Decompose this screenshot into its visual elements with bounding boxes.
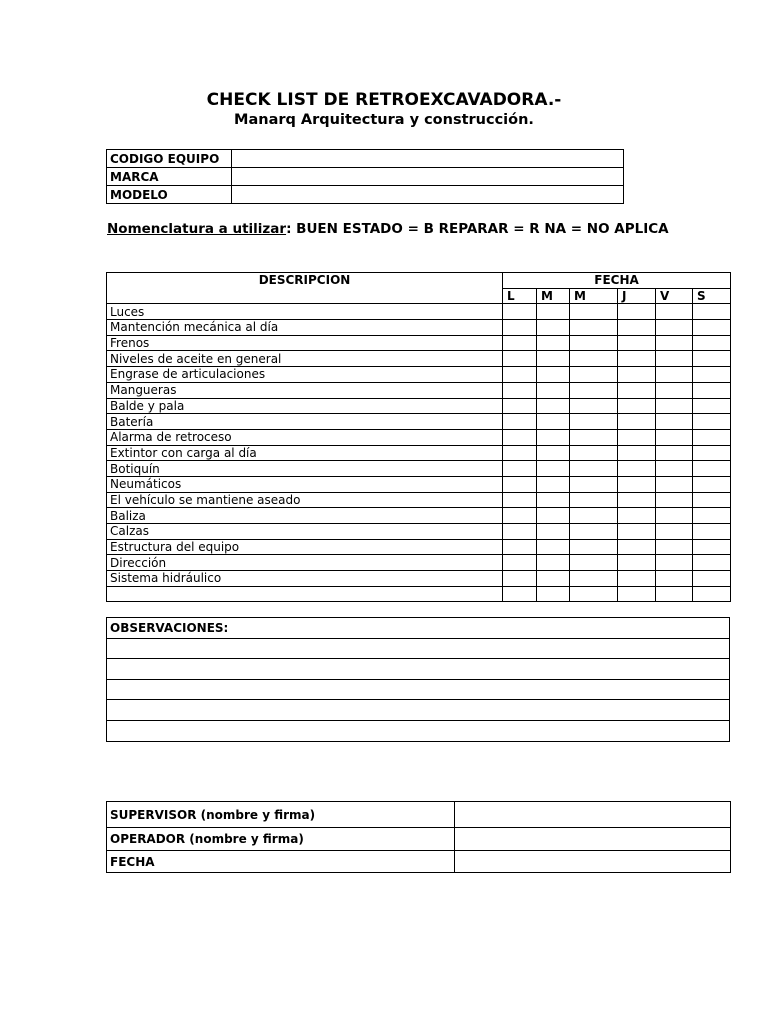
check-cell-s[interactable] [693,586,731,602]
check-cell-m1[interactable] [537,461,570,477]
check-cell-v[interactable] [656,539,693,555]
checklist-item-label: Mangueras [107,382,503,398]
checklist-row [107,524,731,540]
checklist-row [107,414,731,430]
check-cell-l[interactable] [503,461,537,477]
check-cell-m2[interactable] [570,508,618,524]
observations-line [107,679,730,700]
checklist-item-label: Luces [107,304,503,320]
check-cell-s[interactable] [693,335,731,351]
check-cell-v[interactable] [656,508,693,524]
check-cell-s[interactable] [693,304,731,320]
description-header: DESCRIPCION [107,273,503,304]
check-cell-l[interactable] [503,524,537,540]
check-cell-s[interactable] [693,571,731,587]
check-cell-m1[interactable] [537,586,570,602]
checklist-item-label: Calzas [107,524,503,540]
check-cell-s[interactable] [693,492,731,508]
check-cell-s[interactable] [693,382,731,398]
check-cell-m2[interactable] [570,445,618,461]
check-cell-s[interactable] [693,398,731,414]
checklist-row [107,335,731,351]
check-cell-s[interactable] [693,524,731,540]
check-cell-j[interactable] [618,304,656,320]
check-cell-j[interactable] [618,524,656,540]
check-cell-j[interactable] [618,398,656,414]
check-cell-v[interactable] [656,414,693,430]
check-cell-l[interactable] [503,398,537,414]
check-cell-m2[interactable] [570,351,618,367]
check-cell-v[interactable] [656,367,693,383]
check-cell-l[interactable] [503,571,537,587]
check-cell-s[interactable] [693,555,731,571]
operador-row [107,828,731,851]
checklist-item-label: Frenos [107,335,503,351]
check-cell-l[interactable] [503,539,537,555]
observations-line-field[interactable] [107,659,730,680]
check-cell-j[interactable] [618,508,656,524]
check-cell-l[interactable] [503,445,537,461]
day-header-m1: M [537,288,570,304]
checklist-row [107,571,731,587]
check-cell-m2[interactable] [570,382,618,398]
check-cell-l[interactable] [503,492,537,508]
fecha-row [107,851,731,873]
check-cell-m2[interactable] [570,367,618,383]
check-cell-j[interactable] [618,320,656,336]
check-cell-j[interactable] [618,335,656,351]
check-cell-v[interactable] [656,335,693,351]
operador-label: OPERADOR (nombre y firma) [107,828,455,851]
check-cell-m2[interactable] [570,524,618,540]
checklist-row [107,304,731,320]
check-cell-j[interactable] [618,476,656,492]
check-cell-l[interactable] [503,351,537,367]
checklist-row [107,351,731,367]
check-cell-m1[interactable] [537,382,570,398]
fecha-field[interactable] [455,851,731,873]
check-cell-j[interactable] [618,414,656,430]
checklist-row [107,382,731,398]
check-cell-m1[interactable] [537,476,570,492]
day-header-s: S [693,288,731,304]
nomenclature-text: : BUEN ESTADO = B REPARAR = R NA = NO APLICA [286,221,669,237]
check-cell-s[interactable] [693,461,731,477]
checklist-item-label: Alarma de retroceso [107,429,503,445]
checklist-row [107,445,731,461]
check-cell-s[interactable] [693,445,731,461]
check-cell-m1[interactable] [537,304,570,320]
check-cell-m1[interactable] [537,555,570,571]
marca-field[interactable] [232,168,624,186]
checklist-item-label: Batería [107,414,503,430]
observations-line [107,638,730,659]
document-subtitle: Manarq Arquitectura y construcción. [234,112,534,128]
check-cell-j[interactable] [618,539,656,555]
checklist-row [107,539,731,555]
marca-label: MARCA [107,168,232,186]
check-cell-m2[interactable] [570,429,618,445]
checklist-item-label: Neumáticos [107,476,503,492]
check-cell-v[interactable] [656,445,693,461]
observations-table [106,617,730,742]
check-cell-m1[interactable] [537,398,570,414]
checklist-row [107,398,731,414]
day-header-v: V [656,288,693,304]
check-cell-m1[interactable] [537,351,570,367]
equipment-row-codigo [107,150,624,168]
check-cell-s[interactable] [693,429,731,445]
observations-line [107,700,730,721]
check-cell-m1[interactable] [537,508,570,524]
supervisor-row [107,802,731,828]
check-cell-j[interactable] [618,382,656,398]
date-header: FECHA [503,273,731,289]
check-cell-m2[interactable] [570,492,618,508]
checklist-row [107,555,731,571]
checklist-row [107,476,731,492]
checklist-item-label: Niveles de aceite en general [107,351,503,367]
check-cell-l[interactable] [503,320,537,336]
supervisor-label: SUPERVISOR (nombre y firma) [107,802,455,828]
check-cell-m2[interactable] [570,320,618,336]
equipment-table [106,149,624,204]
check-cell-m2[interactable] [570,476,618,492]
codigo-equipo-label: CODIGO EQUIPO [107,150,232,168]
observations-line-field[interactable] [107,700,730,721]
observations-line-field[interactable] [107,679,730,700]
observations-line-field[interactable] [107,638,730,659]
fecha-label: FECHA [107,851,455,873]
checklist-row [107,586,731,602]
check-cell-m2[interactable] [570,586,618,602]
checklist-item-label: Botiquín [107,461,503,477]
check-cell-m2[interactable] [570,414,618,430]
check-cell-m1[interactable] [537,367,570,383]
observations-label: OBSERVACIONES: [107,618,730,639]
check-cell-v[interactable] [656,492,693,508]
observations-header-row [107,618,730,639]
check-cell-v[interactable] [656,461,693,477]
check-cell-j[interactable] [618,555,656,571]
check-cell-s[interactable] [693,508,731,524]
check-cell-v[interactable] [656,398,693,414]
check-cell-m1[interactable] [537,335,570,351]
check-cell-s[interactable] [693,539,731,555]
checklist-row [107,429,731,445]
checklist-item-label: Extintor con carga al día [107,445,503,461]
checklist-item-label: Estructura del equipo [107,539,503,555]
observations-line [107,720,730,741]
check-cell-v[interactable] [656,320,693,336]
checklist-row [107,367,731,383]
day-header-j: J [618,288,656,304]
check-cell-j[interactable] [618,367,656,383]
check-cell-v[interactable] [656,476,693,492]
equipment-row-marca [107,168,624,186]
check-cell-l[interactable] [503,335,537,351]
checklist-item-label [107,586,503,602]
check-cell-j[interactable] [618,571,656,587]
checklist-row [107,508,731,524]
day-header-m2: M [570,288,618,304]
check-cell-v[interactable] [656,571,693,587]
check-cell-l[interactable] [503,367,537,383]
check-cell-m2[interactable] [570,539,618,555]
check-cell-m1[interactable] [537,571,570,587]
checklist-row [107,320,731,336]
check-cell-j[interactable] [618,492,656,508]
check-cell-m2[interactable] [570,335,618,351]
check-cell-s[interactable] [693,367,731,383]
check-cell-l[interactable] [503,586,537,602]
modelo-label: MODELO [107,186,232,204]
check-cell-j[interactable] [618,351,656,367]
observations-line-field[interactable] [107,720,730,741]
day-header-l: L [503,288,537,304]
check-cell-j[interactable] [618,586,656,602]
check-cell-v[interactable] [656,382,693,398]
signature-table [106,801,731,873]
check-cell-l[interactable] [503,555,537,571]
check-cell-m1[interactable] [537,539,570,555]
check-cell-m2[interactable] [570,304,618,320]
check-cell-l[interactable] [503,429,537,445]
modelo-field[interactable] [232,186,624,204]
checklist-item-label: Dirección [107,555,503,571]
check-cell-j[interactable] [618,461,656,477]
check-cell-v[interactable] [656,429,693,445]
check-cell-m1[interactable] [537,414,570,430]
checklist-item-label: Baliza [107,508,503,524]
check-cell-s[interactable] [693,351,731,367]
checklist-item-label: Balde y pala [107,398,503,414]
check-cell-m1[interactable] [537,320,570,336]
check-cell-v[interactable] [656,351,693,367]
check-cell-m2[interactable] [570,555,618,571]
checklist-item-label: Sistema hidráulico [107,571,503,587]
document-title: CHECK LIST DE RETROEXCAVADORA.- [206,90,562,110]
check-cell-m1[interactable] [537,429,570,445]
nomenclature-legend [107,221,687,238]
checklist-item-label: Engrase de articulaciones [107,367,503,383]
check-cell-v[interactable] [656,304,693,320]
check-cell-s[interactable] [693,476,731,492]
check-cell-j[interactable] [618,445,656,461]
check-cell-l[interactable] [503,382,537,398]
check-cell-v[interactable] [656,586,693,602]
checklist-row [107,461,731,477]
checklist-row [107,492,731,508]
checklist-item-label: Mantención mecánica al día [107,320,503,336]
check-cell-m1[interactable] [537,445,570,461]
check-cell-l[interactable] [503,508,537,524]
check-cell-m1[interactable] [537,492,570,508]
check-cell-s[interactable] [693,414,731,430]
check-cell-l[interactable] [503,304,537,320]
codigo-equipo-field[interactable] [232,150,624,168]
nomenclature-label: Nomenclatura a utilizar [107,221,287,237]
check-cell-l[interactable] [503,414,537,430]
checklist-item-label: El vehículo se mantiene aseado [107,492,503,508]
check-cell-v[interactable] [656,555,693,571]
checklist-table [106,272,731,602]
check-cell-j[interactable] [618,429,656,445]
observations-line [107,659,730,680]
check-cell-m2[interactable] [570,571,618,587]
check-cell-s[interactable] [693,320,731,336]
checklist-header-row [107,273,731,289]
check-cell-v[interactable] [656,524,693,540]
equipment-row-modelo [107,186,624,204]
check-cell-m1[interactable] [537,524,570,540]
check-cell-m2[interactable] [570,398,618,414]
supervisor-field[interactable] [455,802,731,828]
check-cell-m2[interactable] [570,461,618,477]
check-cell-l[interactable] [503,476,537,492]
operador-field[interactable] [455,828,731,851]
